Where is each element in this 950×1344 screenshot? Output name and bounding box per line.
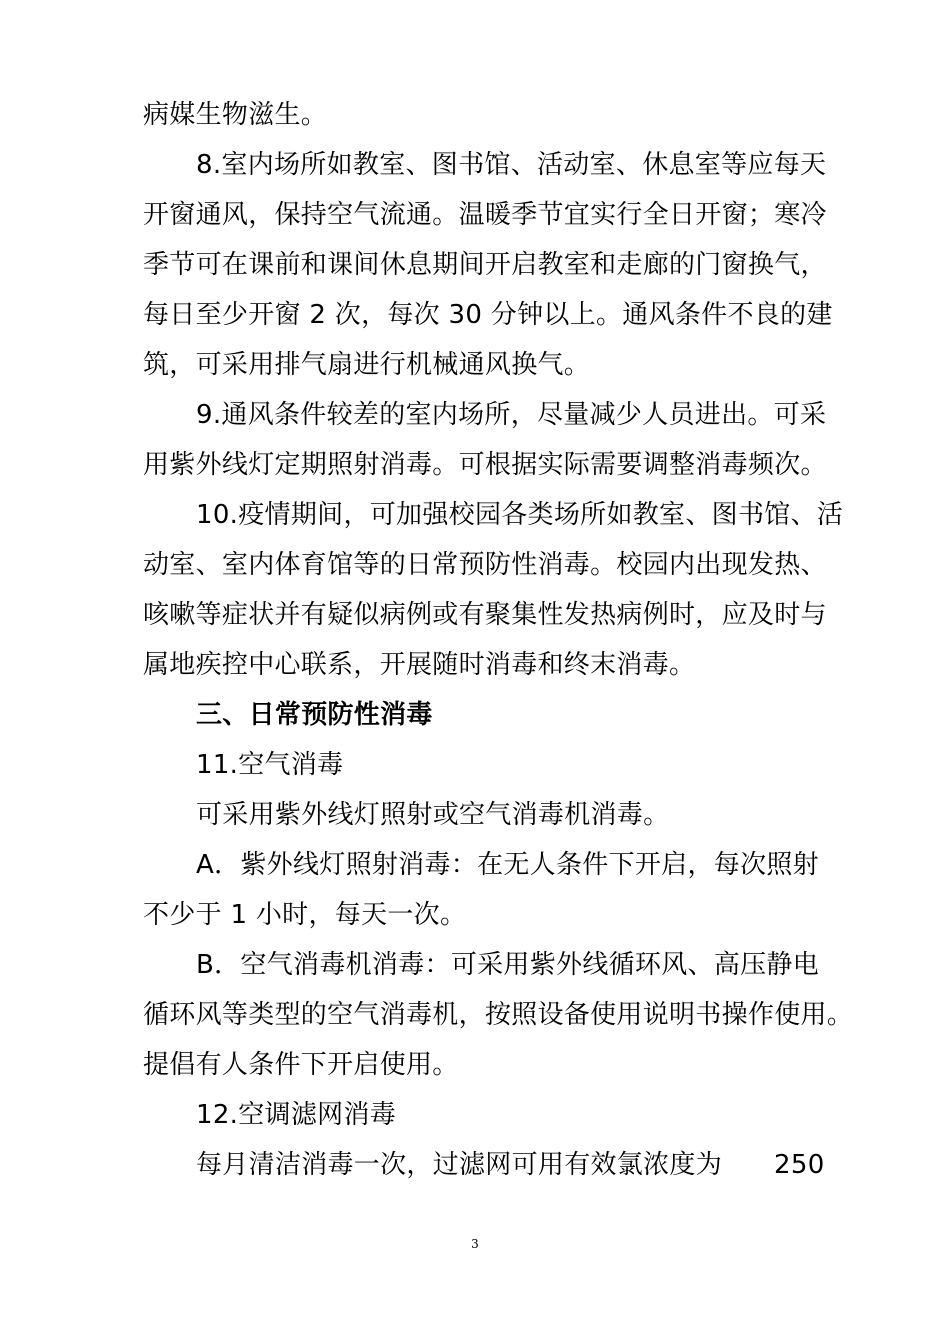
paragraph-line: 不少于 1 小时，每天一次。 — [143, 900, 467, 930]
paragraph-line: 用紫外线灯定期照射消毒。可根据实际需要调整消毒频次。 — [143, 450, 827, 480]
paragraph-line: 属地疾控中心联系，开展随时消毒和终末消毒。 — [143, 650, 696, 680]
concentration-value: 250 — [774, 1150, 825, 1180]
subsection-heading: 11.空气消毒 — [196, 750, 344, 780]
paragraph-line: 可采用紫外线灯照射或空气消毒机消毒。 — [196, 800, 670, 830]
paragraph-line: 每日至少开窗 2 次，每次 30 分钟以上。通风条件不良的建 — [143, 300, 833, 330]
paragraph-line: 提倡有人条件下开启使用。 — [143, 1050, 459, 1080]
paragraph-line — [196, 1148, 825, 1182]
paragraph-line: B．空气消毒机消毒：可采用紫外线循环风、高压静电 — [196, 950, 820, 980]
page-number: 3 — [471, 1237, 479, 1251]
paragraph-line: 咳嗽等症状并有疑似病例或有聚集性发热病例时，应及时与 — [143, 600, 827, 630]
paragraph-line: 8.室内场所如教室、图书馆、活动室、休息室等应每天 — [196, 150, 827, 180]
paragraph-line: 病媒生物滋生。 — [143, 100, 328, 130]
paragraph-line: 动室、室内体育馆等的日常预防性消毒。校园内出现发热、 — [143, 550, 827, 580]
subsection-heading: 12.空调滤网消毒 — [196, 1100, 397, 1130]
paragraph-line: A．紫外线灯照射消毒：在无人条件下开启，每次照射 — [196, 850, 819, 880]
paragraph-line: 开窗通风，保持空气流通。温暖季节宜实行全日开窗；寒冷 — [143, 200, 827, 230]
paragraph-line: 循环风等类型的空气消毒机，按照设备使用说明书操作使用。 — [143, 1000, 854, 1030]
paragraph-line: 筑，可采用排气扇进行机械通风换气。 — [143, 350, 591, 380]
paragraph-line: 10.疫情期间，可加强校园各类场所如教室、图书馆、活 — [196, 500, 844, 530]
paragraph-line: 季节可在课前和课间休息期间开启教室和走廊的门窗换气， — [143, 250, 827, 280]
paragraph-text: 每月清洁消毒一次，过滤网可用有效氯浓度为 — [196, 1150, 723, 1180]
section-heading: 三、日常预防性消毒 — [196, 700, 433, 730]
paragraph-line: 9.通风条件较差的室内场所，尽量减少人员进出。可采 — [196, 400, 827, 430]
